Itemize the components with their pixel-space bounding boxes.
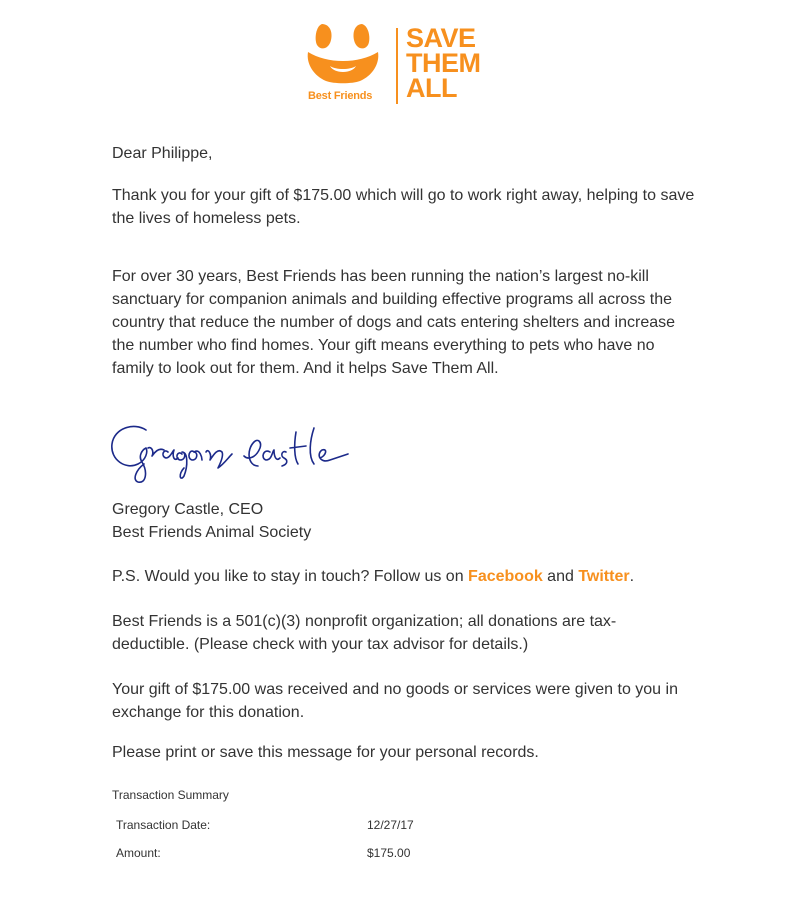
transaction-summary-title: Transaction Summary <box>112 788 229 802</box>
greeting: Dear Philippe, <box>112 145 213 162</box>
print-note: Please print or save this message for your personal records. <box>112 744 539 761</box>
ps-text: P.S. Would you like to stay in touch? Follow us on <box>112 568 469 585</box>
slogan <box>406 23 516 103</box>
thanks-paragraph: Thank you for your gift of $175.00 which will go to work right away, helping to save the lives of homeless pets. <box>112 187 695 227</box>
handwritten-signature <box>108 418 378 488</box>
slogan-line: THEM <box>406 48 481 78</box>
nonprofit-paragraph: Best Friends is a 501(c)(3) nonprofit organization; all donations are tax-deductible. (Please check with your tax advisor for details.) <box>112 613 617 653</box>
transaction-date-value: 12/27/17 <box>367 818 414 832</box>
signer-organization: Best Friends Animal Society <box>112 524 312 541</box>
mission-paragraph: For over 30 years, Best Friends has been running the nation’s largest no-kill sanctuary for companion animals and building effective programs all across the country that reduce the number of dogs and cats entering shelters and increase the number who find homes. Your gift means everything to pets who have no family to look out for them. And it helps Save Them All. <box>112 268 676 377</box>
transaction-date-label: Transaction Date: <box>116 818 211 832</box>
receipt-paragraph: Your gift of $175.00 was received and no goods or services were given to you in exchange for this donation. <box>112 681 678 721</box>
amount-label: Amount: <box>116 846 161 860</box>
ps-text: . <box>629 568 635 585</box>
signer-name: Gregory Castle, CEO <box>112 501 264 518</box>
facebook-link[interactable]: Facebook <box>468 568 543 585</box>
twitter-link[interactable]: Twitter <box>578 568 630 585</box>
amount-value: $175.00 <box>367 846 411 860</box>
smiley-face-logo-icon <box>300 18 392 92</box>
brand-name: Best Friends <box>308 90 373 102</box>
ps-text: and <box>542 568 579 585</box>
slogan-line: ALL <box>406 73 457 103</box>
logo-divider <box>396 28 398 104</box>
ps-paragraph <box>112 565 732 588</box>
best-friends-logo <box>300 18 500 110</box>
slogan-line: SAVE <box>406 23 476 53</box>
